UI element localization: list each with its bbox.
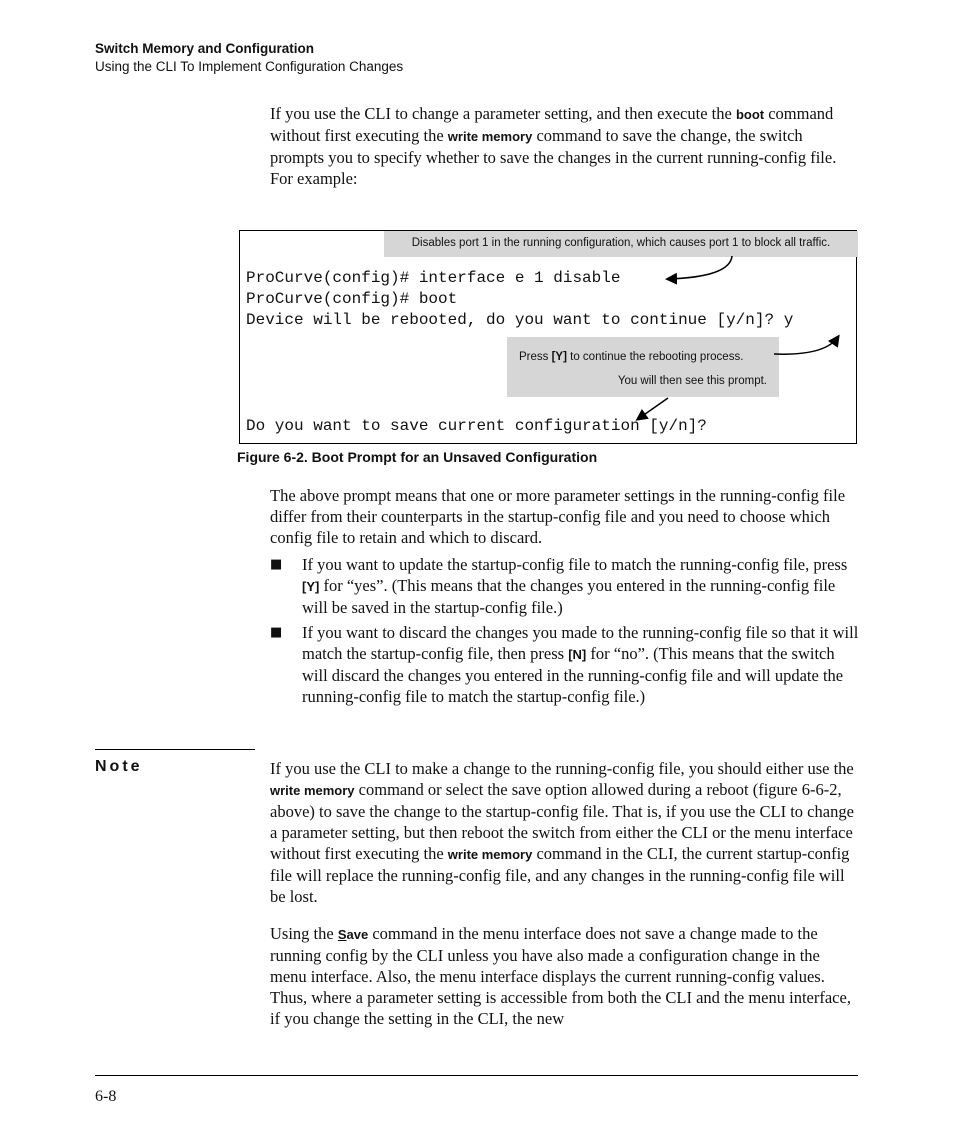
key-y: [Y] [302, 579, 320, 594]
running-header-chapter: Switch Memory and Configuration [95, 41, 315, 56]
cli-line-interface-disable: ProCurve(config)# interface e 1 disable [246, 269, 621, 287]
cli-line-save-prompt: Do you want to save current configuration [y/n]? [246, 417, 707, 435]
bullet-mark: ■ [270, 557, 283, 572]
command-write-memory: write memory [447, 129, 533, 144]
bullet-text-yes: If you want to update the startup-config file to match the running-config file, press [Y] for “yes”. (This means that the changes you entered in the running-config file will be saved in the startup-config file.) [302, 555, 848, 617]
callout-disable-port: Disables port 1 in the running configuration, which causes port 1 to block all traffic. [384, 231, 858, 257]
intro-paragraph [270, 103, 860, 189]
command-write-memory: write memory [447, 847, 533, 862]
callout-press-y-line2: You will then see this prompt. [617, 375, 767, 387]
command-boot: boot [735, 107, 765, 122]
figure-cli-example [239, 230, 857, 444]
note-label: Note [95, 758, 143, 775]
figure-caption: Figure 6-2. Boot Prompt for an Unsaved Configuration [237, 449, 598, 465]
cli-line-reboot-prompt: Device will be rebooted, do you want to continue [y/n]? y [246, 311, 794, 329]
note-divider [95, 749, 255, 750]
intro-text-3: command to save the change, the switch prompts you to specify whether to save the changes in the current running-config file. For example: [270, 126, 837, 188]
prompt-explanation-paragraph: The above prompt means that one or more parameter settings in the running-config file differ from their counterparts in the startup-config file and you need to choose which config file to retain and which to discard. [270, 486, 846, 547]
note-paragraph-2: Using the Save command in the menu interface does not save a change made to the running config by the CLI unless you have also made a configuration change in the menu interface. Also, the menu interface displays the current running-config values. Thus, where a parameter setting is accessible from both the CLI and the menu interface, if you change the setting in the CLI, the new [270, 924, 851, 1028]
key-n: [N] [568, 647, 587, 662]
note-paragraph-1: If you use the CLI to make a change to the running-config file, you should either use the write memory command or select the save option allowed during a reboot (figure 6-6-2, above) to save the change to the startup-config file. That is, if you use the CLI to change a parameter setting, but then reboot the switch from either the CLI or the menu interface without first executing the write memory command in the CLI, the current startup-config file will replace the running-config file, and any changes in the running-config file will be lost. [270, 759, 854, 906]
arrow-to-save-prompt [638, 398, 668, 419]
callout-arrows [240, 231, 858, 445]
running-header-section: Using the CLI To Implement Configuration Changes [95, 59, 404, 74]
key-y: [Y] [551, 351, 567, 363]
intro-text-2: command without first executing the [270, 104, 834, 145]
callout-press-y-line1: Press [Y] to continue the rebooting process. [519, 351, 744, 363]
intro-text-1: If you use the CLI to change a parameter setting, and then execute the [270, 104, 736, 123]
arrow-to-disable-line [668, 256, 732, 279]
arrow-to-y-answer [774, 337, 838, 354]
footer-divider [95, 1075, 858, 1076]
bullet-mark: ■ [270, 625, 283, 640]
command-save: Save [337, 927, 369, 942]
command-write-memory: write memory [270, 783, 355, 798]
cli-line-boot: ProCurve(config)# boot [246, 290, 458, 308]
page-number: 6-8 [95, 1088, 117, 1105]
bullet-text-no: If you want to discard the changes you made to the running-config file so that it will match the startup-config file, then press [N] for “no”. (This means that the switch will discard the changes you entered in the running-config file and will update the running-config file to match the startup-config file.) [302, 623, 859, 706]
